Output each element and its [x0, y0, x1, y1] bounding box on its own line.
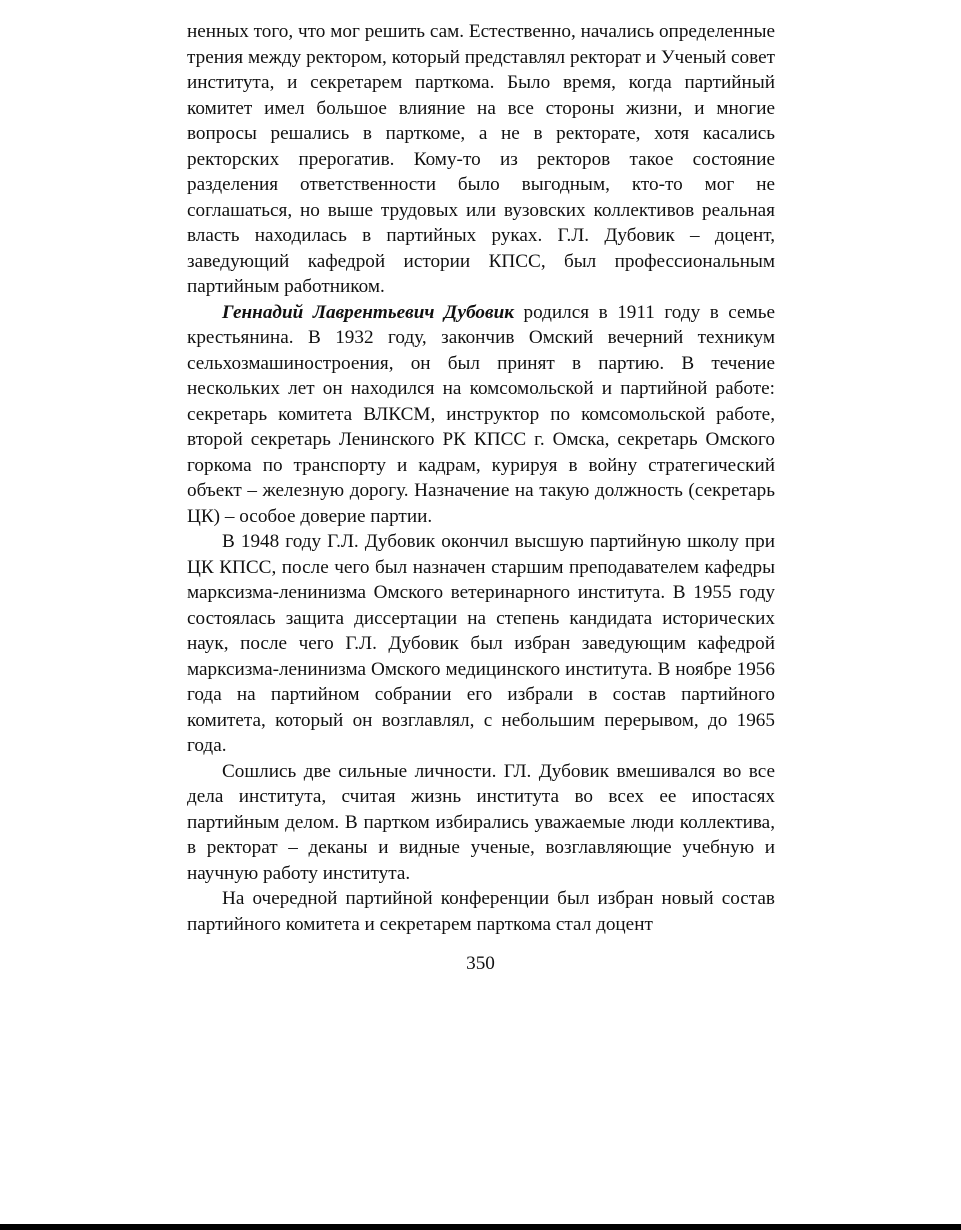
body-text: [187, 19, 775, 937]
paragraph-1: ненных того, что мог решить сам. Естественно, начались определенные трения между ректором, который представлял ректорат и Ученый совет института, и секретарем парткома. Было время, когда партийный комитет имел большое влияние на все стороны жизни, и многие вопросы решались в парткоме, а не в ректорате, хотя касались ректорских прерогатив. Кому-то из ректоров такое состояние разделения ответственности было выгодным, кто-то мог не соглашаться, но выше трудовых или вузовских коллективов реальная власть находилась в партийных руках. Г.Л. Дубовик – доцент, заведующий кафедрой истории КПСС, был профессиональным партийным работником.: [187, 21, 775, 297]
paragraph-2: [187, 300, 775, 530]
scan-bottom-edge: [0, 1224, 961, 1230]
paragraph-2-body: родился в 1911 году в семье крестьянина. В 1932 году, закончив Омский вечерний техникум сельхозмашиностроения, он был принят в партию. В течение нескольких лет он находился на комсомольской и партийной работе: секретарь комитета ВЛКСМ, инструктор по комсомольской работе, второй секретарь Ленинского РК КПСС г. Омска, секретарь Омского горкома по транспорту и кадрам, курируя в войну стратегический объект – железную дорогу. Назначение на такую должность (секретарь ЦК) – особое доверие партии.: [187, 301, 775, 527]
paragraph-4: Сошлись две сильные личности. ГЛ. Дубовик вмешивался во все дела института, считая жизнь института во всех ее ипостасях партийным делом. В партком избирались уважаемые люди коллектива, в ректорат – деканы и видные ученые, возглавляющие учебную и научную работу института.: [187, 760, 775, 884]
paragraph-3: В 1948 году Г.Л. Дубовик окончил высшую партийную школу при ЦК КПСС, после чего был назначен старшим преподавателем кафедры марксизма-ленинизма Омского ветеринарного института. В 1955 году состоялась защита диссертации на степень кандидата исторических наук, после чего Г.Л. Дубовик был избран заведующим кафедрой марксизма-ленинизма Омского медицинского института. В ноябре 1956 года на партийном собрании его избрали в состав партийного комитета, который он возглавлял, с небольшим перерывом, до 1965 года.: [187, 531, 775, 756]
page-number: 350: [466, 953, 495, 974]
person-name-emphasis: Геннадий Лаврентьевич Дубовик: [222, 301, 514, 323]
paragraph-5: На очередной партийной конференции был избран новый состав партийного комитета и секретарем парткома стал доцент: [187, 888, 775, 935]
